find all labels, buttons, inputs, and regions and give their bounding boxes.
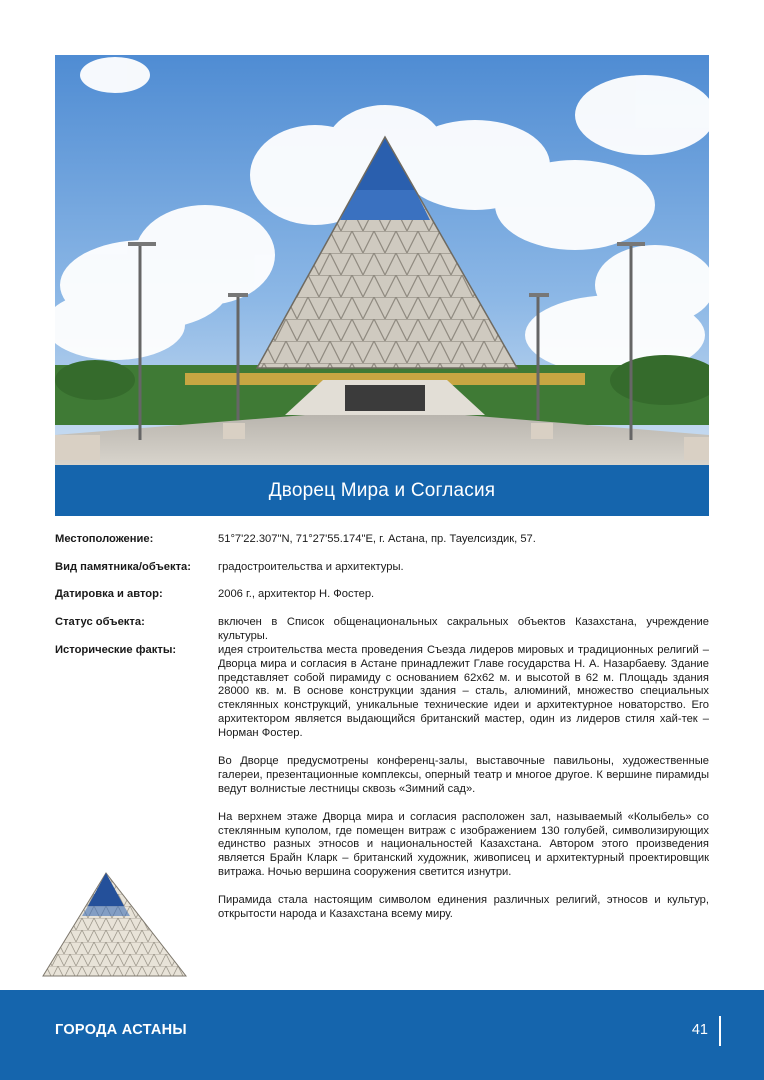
pyramid-thumbnail bbox=[40, 870, 188, 978]
status-label: Статус объекта: bbox=[55, 616, 145, 629]
history-paragraph: Во Дворце предусмотрены конференц-залы, выставочные павильоны, художественные галереи, презентационные комплексы, оперный театр и многое другое. К вершине пирамиды ведут волнистые лестницы сквозь «Зимний сад». bbox=[218, 754, 709, 795]
status-value: включен в Список общенациональных сакральных объектов Казахстана, учреждение культуры. bbox=[218, 616, 709, 642]
page-divider bbox=[719, 1016, 721, 1046]
history-text bbox=[218, 644, 709, 922]
info-row-type bbox=[55, 561, 709, 589]
page-number: 41 bbox=[691, 1022, 708, 1038]
history-paragraph: Пирамида стала настоящим символом единения различных религий, этносов и культур, открытости народа и Казахстана всему миру. bbox=[218, 894, 709, 920]
dating-value: 2006 г., архитектор Н. Фостер. bbox=[218, 588, 375, 601]
history-label: Исторические факты: bbox=[55, 643, 177, 656]
history-paragraph: идея строительства места проведения Съезда лидеров мировых и традиционных религий – Дворца мира и согласия в Астане принадлежит Главе государства Н. А. Назарбаеву. Здание представляет собой пирамиду с основанием 62х62 м. и высотой в 62 м. Площадь здания 28000 кв. м. В основе конструкции здания – сталь, алюминий, множество специальных стеклянных конструкций, уникальные технические идеи и архитектурное новаторство. Его архитектором является выдающийся британский мастер, один из лидеров стиля хай-тек – Норман Фостер. bbox=[218, 643, 709, 740]
dating-label: Датировка и автор: bbox=[55, 588, 163, 601]
hero-photo bbox=[55, 55, 709, 465]
info-row-location bbox=[55, 533, 709, 561]
info-table bbox=[55, 533, 709, 922]
pyramid-icon bbox=[40, 870, 188, 978]
history-paragraph: На верхнем этаже Дворца мира и согласия расположен зал, называемый «Колыбель» со стеклянным куполом, где помещен витраж с изображением 130 голубей, символизирующих единство разных этносов и национальностей Казахстана. Автором этого произведения является Брайн Кларк – британский художник, живописец и архитектурный проектировщик витража. Ночью вершина сооружения светится изнутри. bbox=[218, 810, 709, 879]
info-row-dating bbox=[55, 588, 709, 616]
location-label: Местоположение: bbox=[55, 533, 154, 545]
pyramid-photo bbox=[55, 55, 709, 465]
location-value: 51°7'22.307"N, 71°27'55.174"E, г. Астана, пр. Тауелсиздик, 57. bbox=[218, 533, 536, 545]
footer bbox=[0, 990, 764, 1080]
footer-brand: ГОРОДА АСТАНЫ bbox=[55, 1022, 187, 1038]
info-row-status bbox=[55, 616, 709, 644]
type-value: градостроительства и архитектуры. bbox=[218, 560, 404, 573]
page-title: Дворец Мира и Согласия bbox=[55, 465, 709, 516]
type-label: Вид памятника/объекта: bbox=[55, 560, 191, 573]
